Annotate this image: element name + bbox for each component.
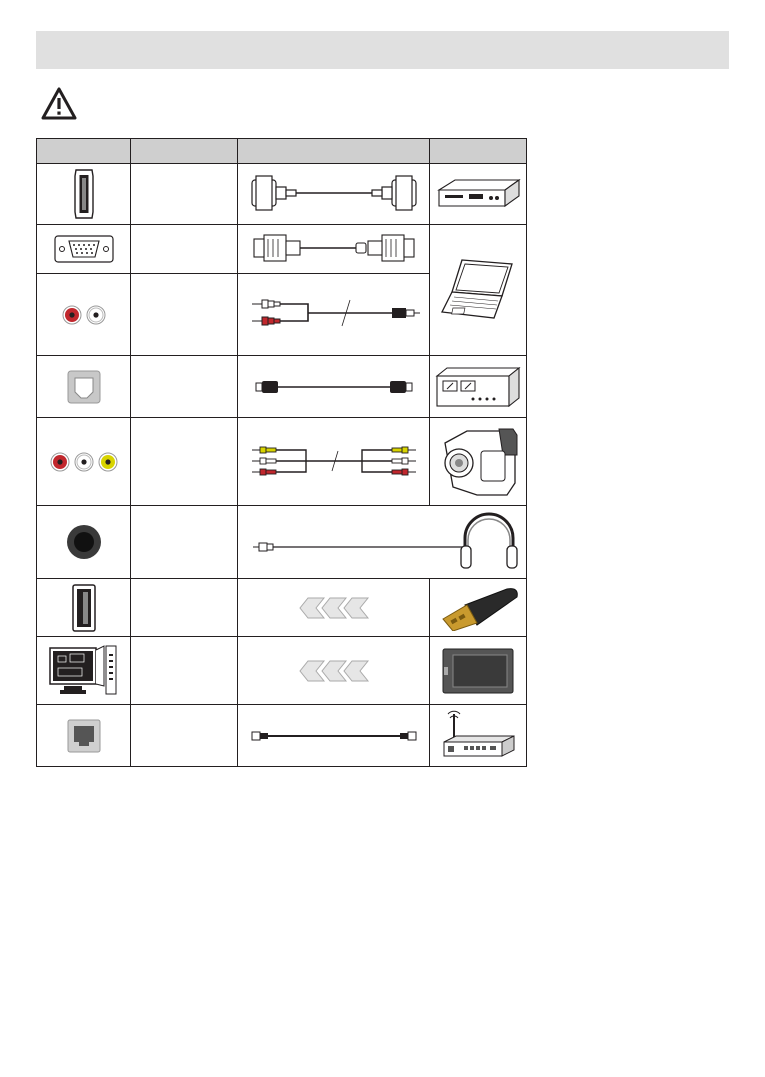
headphone-type-label [131, 506, 238, 579]
headphones-icon [461, 514, 517, 568]
table-row [37, 418, 527, 506]
hdmi-type-label [131, 164, 238, 225]
rca-audio-port-icon [58, 303, 110, 327]
table-row [37, 579, 527, 637]
insert-arrows-icon [294, 659, 374, 683]
ci-type-label [131, 637, 238, 705]
audio-cable-cell [238, 274, 430, 356]
ethernet-cable-icon [246, 726, 422, 746]
usb-stick-icon [435, 585, 521, 631]
headphone-cable-cell [238, 506, 527, 579]
composite-av-port-cell [37, 418, 131, 506]
optical-cable-icon [246, 375, 422, 399]
usb-port-cell [37, 579, 131, 637]
vga-port-icon [54, 235, 114, 263]
laptop-cell [430, 225, 527, 356]
hdmi-port-icon [72, 168, 96, 220]
vga-type-label [131, 225, 238, 274]
table-header-row [37, 139, 527, 164]
cam-module-icon [441, 647, 515, 695]
audio-amplifier-icon [435, 364, 521, 410]
warning-triangle-icon [41, 86, 77, 122]
lan-type-label [131, 705, 238, 767]
table-row [37, 164, 527, 225]
camcorder-cell [430, 418, 527, 506]
hdmi-cable-cell [238, 164, 430, 225]
headphone-jack-cell [37, 506, 131, 579]
spdif-type-label [131, 356, 238, 418]
ci-slot-cell [37, 637, 131, 705]
ci-arrows-cell [238, 637, 430, 705]
camcorder-icon [437, 423, 519, 501]
column-header-cable [238, 139, 430, 164]
audio-amplifier-cell [430, 356, 527, 418]
hdmi-cable-icon [246, 168, 422, 220]
table-row [37, 225, 527, 274]
table-row [37, 506, 527, 579]
optical-port-cell [37, 356, 131, 418]
table-row [37, 356, 527, 418]
insert-arrows-icon [294, 596, 374, 620]
table-row [37, 705, 527, 767]
column-header-type [131, 139, 238, 164]
dvd-player-icon [435, 174, 521, 214]
router-icon [438, 708, 518, 764]
ci-slot-icon [48, 644, 120, 698]
audio-in-type-label [131, 274, 238, 356]
composite-av-cable-icon [246, 439, 422, 485]
laptop-icon [440, 256, 516, 324]
vga-cable-cell [238, 225, 430, 274]
connections-table [36, 138, 527, 767]
ethernet-cable-cell [238, 705, 430, 767]
vga-cable-icon [246, 229, 422, 269]
header-band [36, 31, 729, 69]
usb-port-icon [70, 583, 98, 633]
column-header-device [430, 139, 527, 164]
av-type-label [131, 418, 238, 506]
vga-port-cell [37, 225, 131, 274]
usb-arrows-cell [238, 579, 430, 637]
optical-cable-cell [238, 356, 430, 418]
ethernet-port-icon [66, 718, 102, 754]
av-cable-cell [238, 418, 430, 506]
table-row [37, 637, 527, 705]
usb-stick-cell [430, 579, 527, 637]
usb-type-label [131, 579, 238, 637]
dvd-player-cell [430, 164, 527, 225]
router-cell [430, 705, 527, 767]
column-header-connector [37, 139, 131, 164]
optical-port-icon [66, 369, 102, 405]
cam-module-cell [430, 637, 527, 705]
headphone-cable-icon [239, 510, 525, 574]
rca-to-jack-cable-icon [246, 290, 422, 340]
composite-av-port-icon [48, 450, 120, 474]
hdmi-port-cell [37, 164, 131, 225]
headphone-jack-icon [64, 522, 104, 562]
rca-audio-port-cell [37, 274, 131, 356]
ethernet-port-cell [37, 705, 131, 767]
